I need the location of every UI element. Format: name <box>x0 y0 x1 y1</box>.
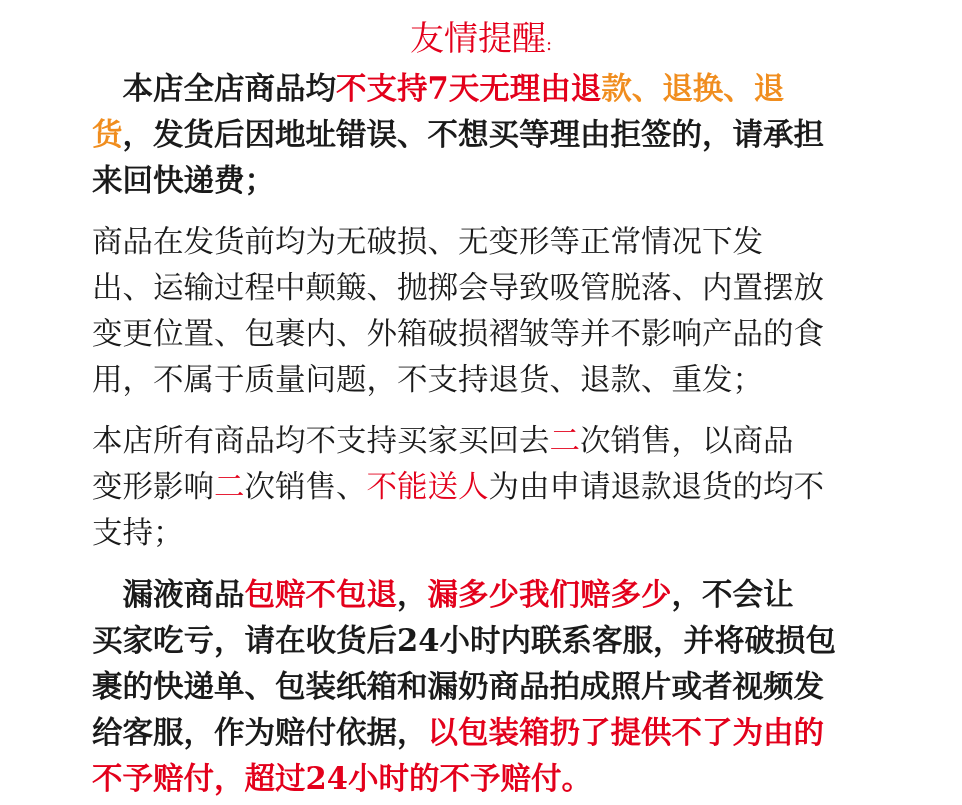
text-run-highlight: 不能送人 <box>366 470 489 505</box>
text-run: 裹的快递单、包装纸箱和漏奶商品拍成照片或者视频发 <box>92 669 824 705</box>
text-run: 变形影响 <box>92 470 214 505</box>
text-run-highlight: 不支持7天无理由退 <box>336 71 602 107</box>
text-run: 为由申请退款退货的均不 <box>488 470 824 505</box>
text-run-highlight: 包赔不包退 <box>244 577 397 613</box>
paragraph-line <box>92 511 882 557</box>
text-run-highlight: 款、退换、退 <box>601 71 785 107</box>
text-run: ，不会让 <box>671 577 794 613</box>
text-run: 支持； <box>92 516 184 551</box>
text-run: 来回快递费； <box>92 163 275 199</box>
text-run: 买家吃亏，请在收货后24小时内联系客服，并将破损包 <box>92 623 836 659</box>
text-run-highlight: 不予赔付，超过24小时的不予赔付。 <box>92 761 592 797</box>
paragraph-line <box>92 465 882 511</box>
paragraph-line <box>92 358 882 404</box>
notice-title <box>0 16 962 68</box>
paragraph-line <box>92 112 882 158</box>
text-run: 次销售、 <box>244 470 367 505</box>
text-run-highlight: 漏多少我们赔多少 <box>427 577 672 613</box>
paragraph-line <box>92 710 882 756</box>
paragraph-line <box>92 756 882 802</box>
paragraph-line <box>92 419 882 465</box>
return-policy-paragraph <box>92 66 882 204</box>
text-run: 变更位置、包裹内、外箱破损褶皱等并不影响产品的食 <box>92 317 824 352</box>
notice-title-colon: : <box>545 34 553 55</box>
text-run: 给客服，作为赔付依据， <box>92 715 428 751</box>
text-run: 用，不属于质量问题，不支持退货、退款、重发； <box>92 363 763 398</box>
text-run-highlight: 二 <box>214 470 245 505</box>
paragraph-line <box>92 618 882 664</box>
paragraph-line <box>92 266 882 312</box>
paragraph-line <box>92 572 882 618</box>
paragraph-line <box>92 158 882 204</box>
text-run-highlight: 二 <box>549 424 580 459</box>
text-run: 商品在发货前均为无破损、无变形等正常情况下发 <box>92 225 763 260</box>
text-run: 本店所有商品均不支持买家买回去 <box>92 424 550 459</box>
paragraph-line <box>92 66 882 112</box>
text-run: 次销售，以商品 <box>580 424 794 459</box>
shipping-condition-paragraph <box>92 220 882 404</box>
notice-title-text: 友情提醒 <box>409 19 546 59</box>
resale-policy-paragraph <box>92 419 882 557</box>
text-run: 漏液商品 <box>92 577 245 613</box>
text-run: ，发货后因地址错误、不想买等理由拒签的，请承担 <box>122 117 824 153</box>
text-run-highlight: 以包装箱扔了提供不了为由的 <box>427 715 824 751</box>
text-run: ， <box>397 577 428 613</box>
paragraph-line <box>92 664 882 710</box>
text-run-highlight: 货 <box>92 117 123 153</box>
text-run: 本店全店商品均 <box>92 71 336 107</box>
text-run: 出、运输过程中颠簸、抛掷会导致吸管脱落、内置摆放 <box>92 271 824 306</box>
paragraph-line <box>92 220 882 266</box>
leak-compensation-paragraph <box>92 572 882 802</box>
paragraph-line <box>92 312 882 358</box>
